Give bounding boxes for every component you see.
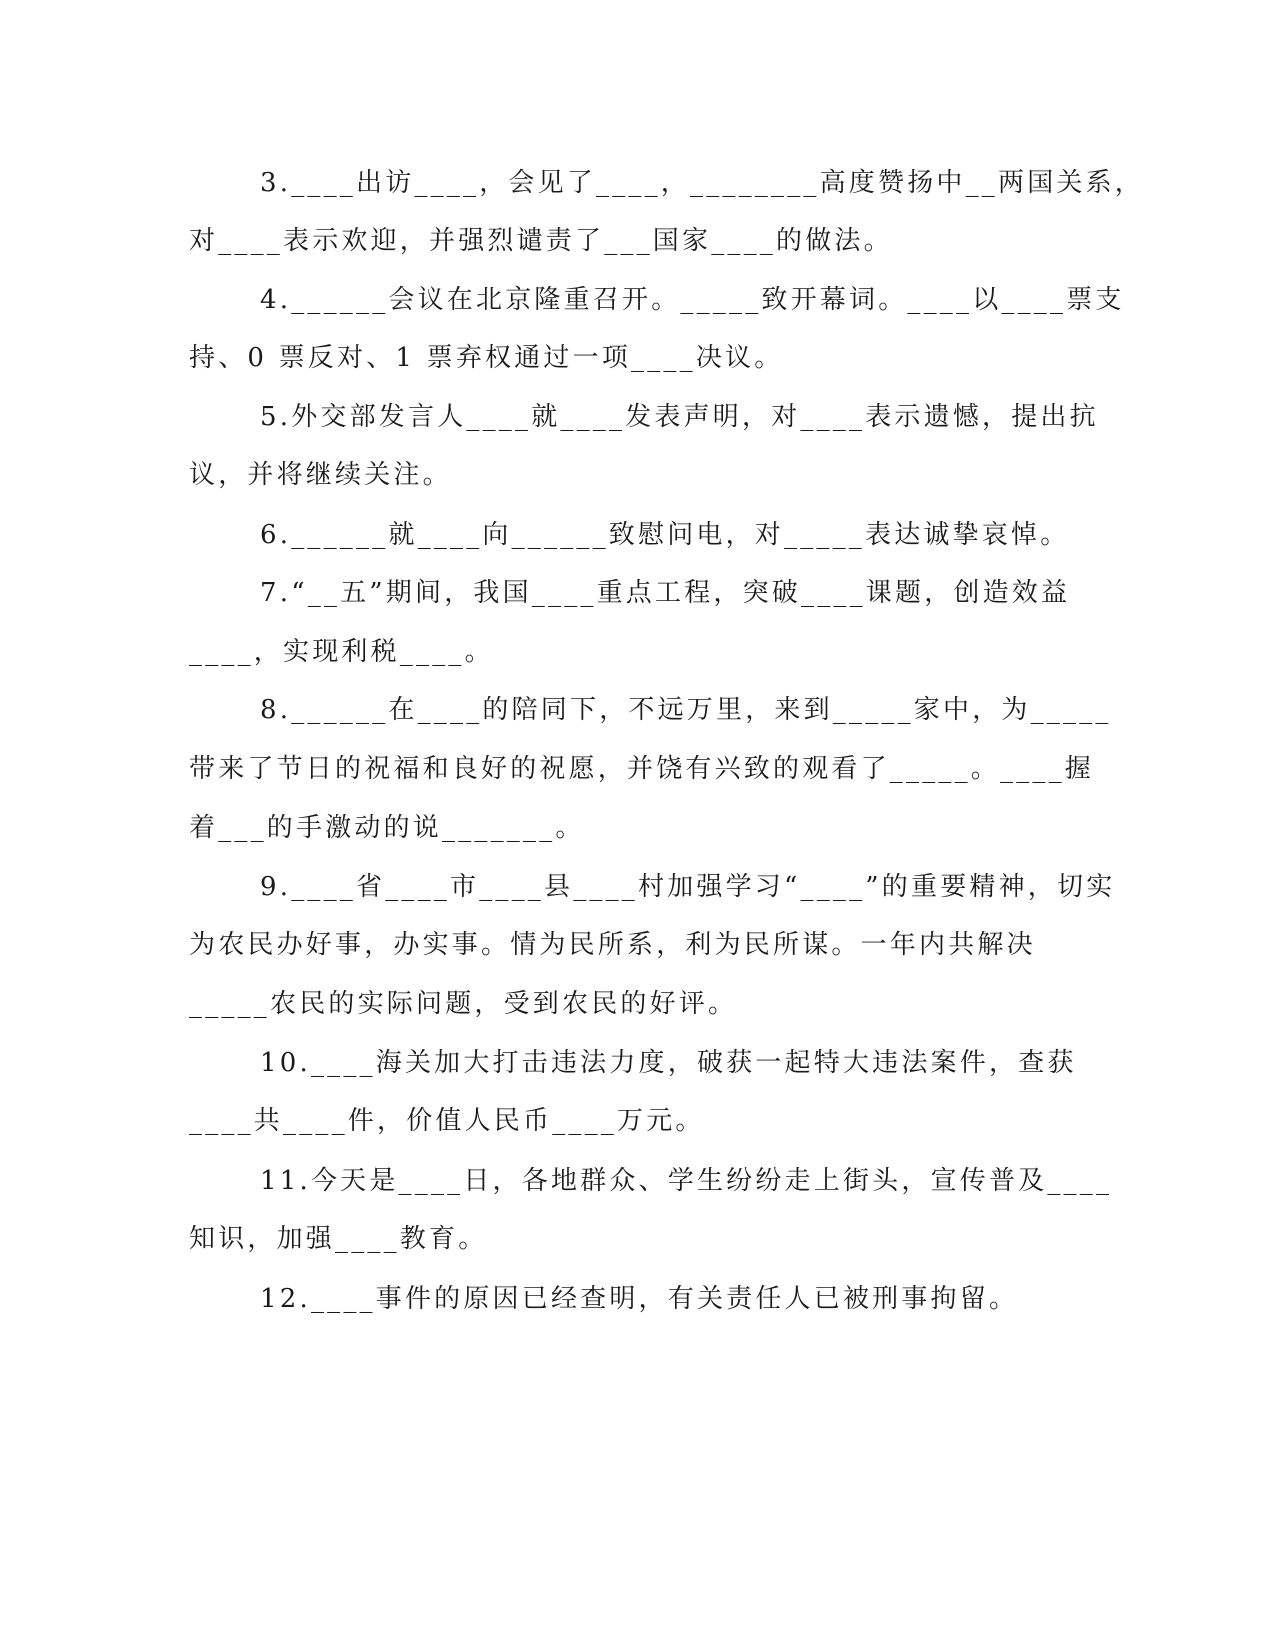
item-10-line-1: 10.____海关加大打击违法力度，破获一起特大违法案件，查获	[260, 1048, 1077, 1078]
item-8-line-2: 带来了节日的祝福和良好的祝愿，并饶有兴致的观看了_____。____握	[189, 754, 1095, 784]
item-7-line-1: 7.“__五”期间，我国____重点工程，突破____课题，创造效益	[260, 578, 1071, 608]
item-9-line-1: 9.____省____市____县____村加强学习“____”的重要精神，切实	[260, 872, 1116, 902]
item-6-line-1: 6.______就____向______致慰问电，对_____表达诚挚哀悼。	[260, 520, 1070, 550]
item-4-line-2: 持、0 票反对、1 票弃权通过一项____决议。	[189, 343, 784, 373]
item-8-line-1: 8.______在____的陪同下，不远万里，来到_____家中，为_____	[260, 695, 1112, 725]
item-3-line-2: 对____表示欢迎，并强烈谴责了___国家____的做法。	[189, 226, 893, 256]
item-5-line-2: 议，并将继续关注。	[189, 460, 452, 490]
item-9-line-3: _____农民的实际问题，受到农民的好评。	[189, 989, 738, 1019]
item-11-line-2: 知识，加强____教育。	[189, 1224, 488, 1254]
item-4-line-1: 4.______会议在北京隆重召开。_____致开幕词。____以____票支	[260, 285, 1125, 315]
item-12-line-1: 12.____事件的原因已经查明，有关责任人已被刑事拘留。	[260, 1284, 1019, 1314]
item-11-line-1: 11.今天是____日，各地群众、学生纷纷走上街头，宣传普及____	[260, 1166, 1113, 1196]
item-5-line-1: 5.外交部发言人____就____发表声明，对____表示遗憾，提出抗	[260, 402, 1099, 432]
item-9-line-2: 为农民办好事，办实事。情为民所系，利为民所谋。一年内共解决	[189, 930, 1036, 960]
item-10-line-2: ____共____件，价值人民币____万元。	[189, 1106, 705, 1136]
item-8-line-3: 着___的手激动的说_______。	[189, 813, 585, 843]
item-3-line-1: 3.____出访____，会见了____，________高度赞扬中__两国关系，	[260, 168, 1145, 198]
item-7-line-2: ____，实现利税____。	[189, 637, 494, 667]
